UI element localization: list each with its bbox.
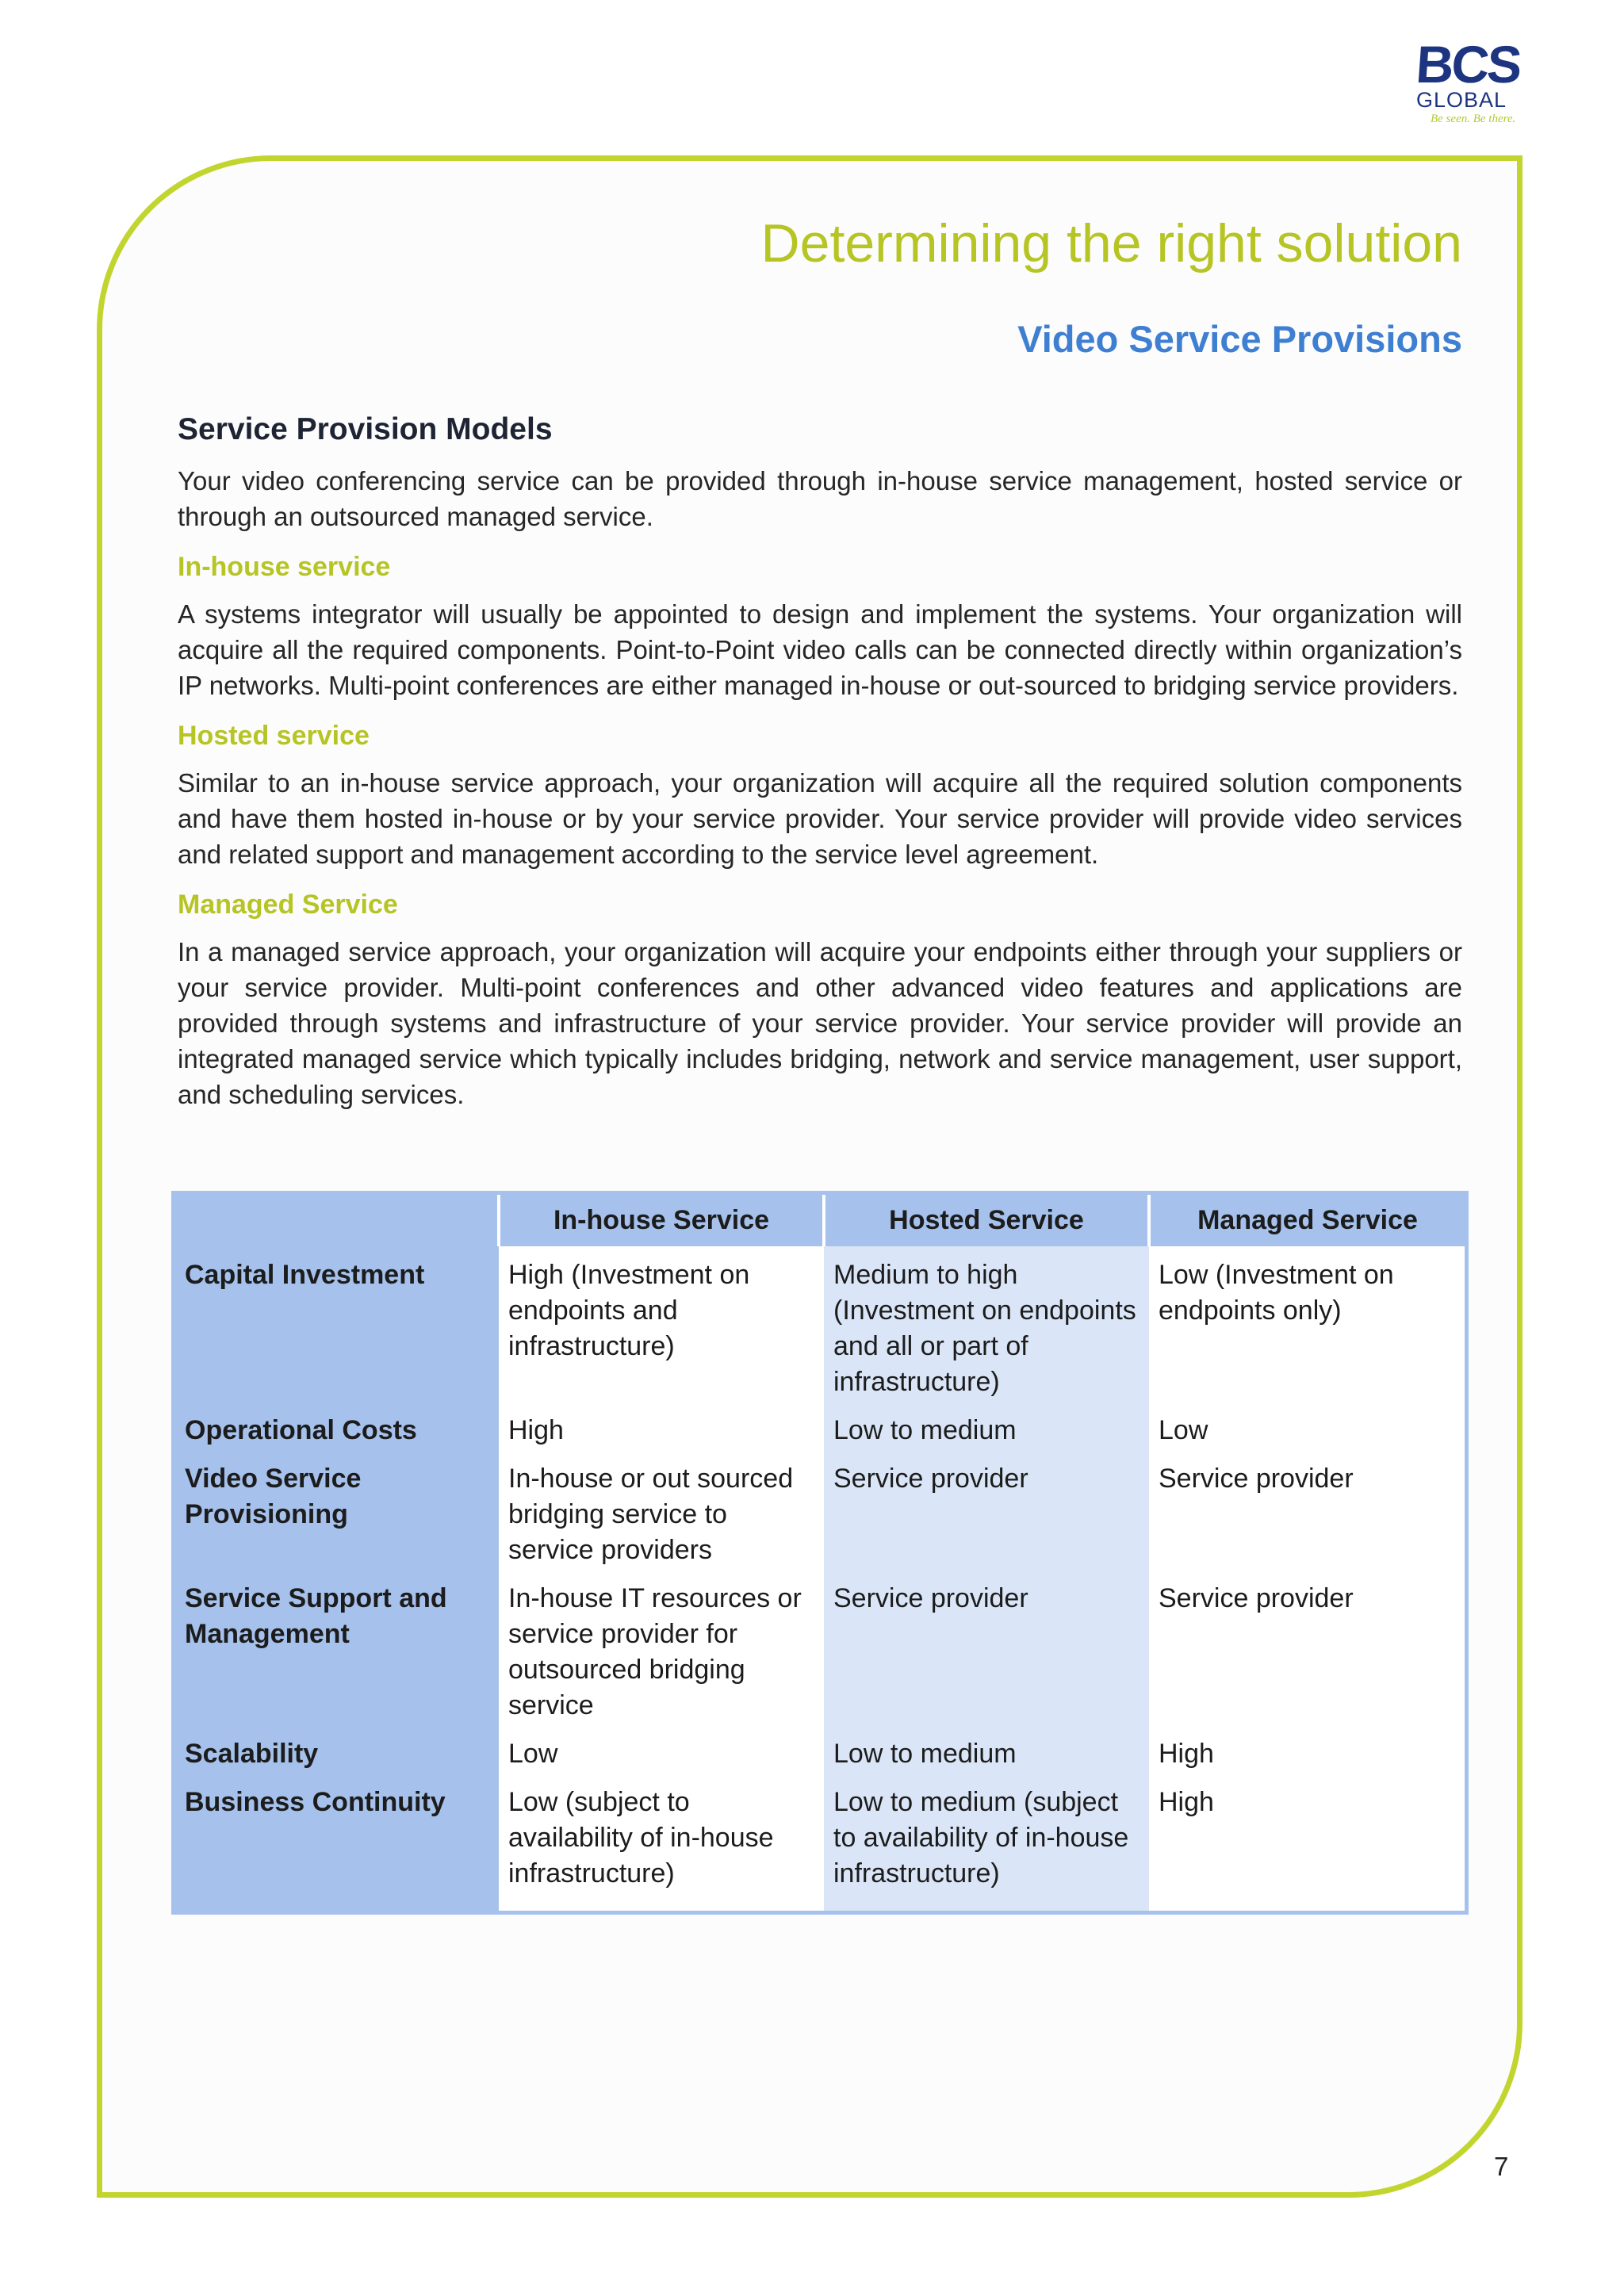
cell-in-house: In-house or out sourced bridging service to service providers	[499, 1455, 824, 1575]
row-label: Video Service Provisioning	[174, 1455, 500, 1575]
cell-managed: Low	[1149, 1406, 1467, 1455]
table-row	[174, 1246, 1467, 1406]
page-subtitle: Video Service Provisions	[1017, 318, 1462, 360]
page-title: Determining the right solution	[760, 213, 1462, 274]
body-content	[178, 408, 1462, 1125]
logo-subtext: GLOBAL	[1416, 88, 1507, 112]
table-row	[174, 1575, 1467, 1730]
header-corner-cell	[174, 1193, 500, 1247]
row-label: Business Continuity	[174, 1778, 500, 1913]
table-header-row	[174, 1193, 1467, 1247]
row-label: Operational Costs	[174, 1406, 500, 1455]
header-hosted: Hosted Service	[824, 1193, 1149, 1247]
logo-mark: BCS	[1414, 35, 1522, 94]
hosted-heading: Hosted service	[178, 721, 370, 751]
in-house-heading: In-house service	[178, 552, 391, 582]
cell-hosted: Low to medium	[824, 1730, 1149, 1778]
table-row	[174, 1778, 1467, 1913]
cell-hosted: Medium to high (Investment on endpoints and all or part of infrastructure)	[824, 1246, 1149, 1406]
table-row	[174, 1730, 1467, 1778]
hosted-paragraph: Similar to an in-house service approach, your organization will acquire all the required solution components and have them hosted in-house or by your service provider. Your service provider will provide video services and related support and management according to the service level agreement.	[178, 768, 1462, 869]
cell-in-house: Low (subject to availability of in-house infrastructure)	[499, 1778, 824, 1913]
section-heading: Service Provision Models	[178, 412, 553, 446]
cell-hosted: Low to medium (subject to availability of in-house infrastructure)	[824, 1778, 1149, 1913]
table-row	[174, 1406, 1467, 1455]
cell-managed: Low (Investment on endpoints only)	[1149, 1246, 1467, 1406]
cell-managed: Service provider	[1149, 1455, 1467, 1575]
comparison-table	[171, 1191, 1469, 1915]
intro-paragraph: Your video conferencing service can be provided through in-house service management, hosted service or through an outsourced managed service.	[178, 466, 1462, 531]
cell-in-house: High (Investment on endpoints and infrastructure)	[499, 1246, 824, 1406]
row-label: Capital Investment	[174, 1246, 500, 1406]
managed-paragraph: In a managed service approach, your organization will acquire your endpoints either through your suppliers or your service provider. Multi-point conferences and other advanced video features and applications are provided through systems and infrastructure of your service provider. Your service provider will provide an integrated managed service which typically includes bridging, network and service management, user support, and scheduling services.	[178, 937, 1462, 1109]
cell-in-house: High	[499, 1406, 824, 1455]
cell-managed: High	[1149, 1730, 1467, 1778]
logo-tagline: Be seen. Be there.	[1431, 113, 1516, 125]
bcs-global-logo	[1414, 35, 1522, 127]
managed-heading: Managed Service	[178, 890, 398, 920]
cell-managed: Service provider	[1149, 1575, 1467, 1730]
header-in-house: In-house Service	[499, 1193, 824, 1247]
cell-in-house: In-house IT resources or service provider for outsourced bridging service	[499, 1575, 824, 1730]
cell-hosted: Service provider	[824, 1455, 1149, 1575]
table-row	[174, 1455, 1467, 1575]
cell-hosted: Service provider	[824, 1575, 1149, 1730]
row-label: Service Support and Management	[174, 1575, 500, 1730]
in-house-paragraph: A systems integrator will usually be appointed to design and implement the systems. Your organization will acquire all the required components. Point-to-Point video calls can be connected directly within organization’s IP networks. Multi-point conferences are either managed in-house or out-sourced to bridging service providers.	[178, 599, 1462, 700]
header-managed: Managed Service	[1149, 1193, 1467, 1247]
cell-hosted: Low to medium	[824, 1406, 1149, 1455]
cell-in-house: Low	[499, 1730, 824, 1778]
page-number: 7	[1494, 2152, 1509, 2181]
cell-managed: High	[1149, 1778, 1467, 1913]
row-label: Scalability	[174, 1730, 500, 1778]
